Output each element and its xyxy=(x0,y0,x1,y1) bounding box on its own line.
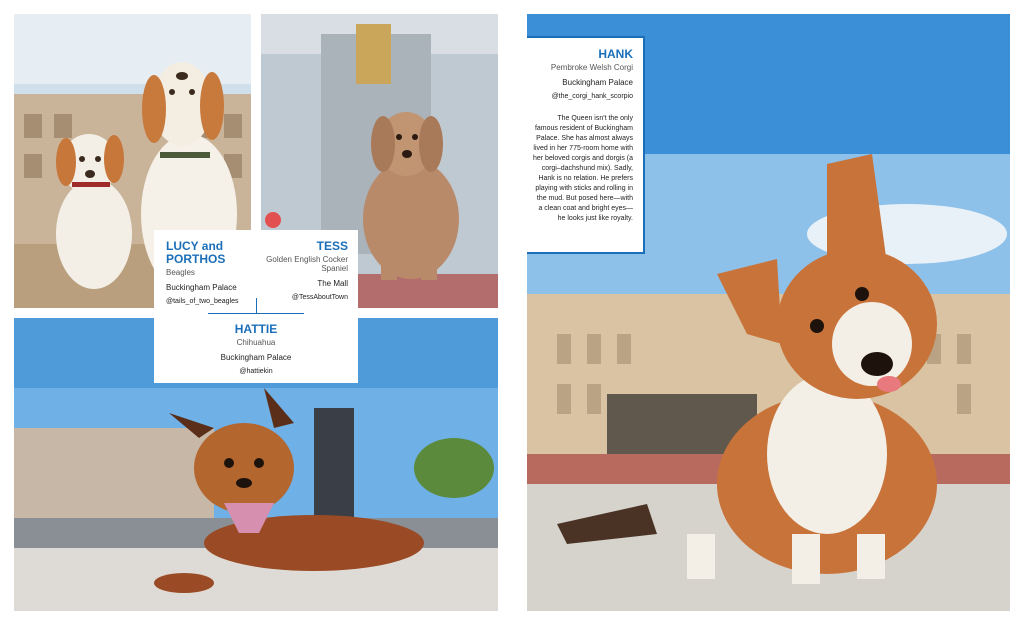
caption-name: HANK xyxy=(598,47,633,61)
caption-name: TESS xyxy=(316,239,348,253)
caption-body-text: The Queen isn't the only famous resident of Buckingham Palace. She has almost always lived in her 775-room home with her beloved corgis and dorgis (a corgi–dachshund mix). Sadly, Hank is no relation. He prefers playing with sticks and rolling in the mud. But posed here—with a clean coat and bright eyes— he looks just like royalty. xyxy=(533,115,634,222)
caption-breed: Pembroke Welsh Corgi xyxy=(550,63,633,72)
caption-hattie xyxy=(154,323,358,375)
connector-line xyxy=(256,298,257,313)
caption-breed: Beagles xyxy=(166,268,195,277)
caption-handle: @the_corgi_hank_scorpio xyxy=(551,93,633,100)
caption-name: HATTIE xyxy=(234,322,278,336)
caption-handle: @TessAboutTown xyxy=(291,294,348,301)
caption-breed: Golden English Cocker Spaniel xyxy=(266,255,348,273)
caption-tess xyxy=(258,240,348,301)
caption-location: Buckingham Palace xyxy=(220,353,292,362)
caption-group-box xyxy=(154,230,358,383)
caption-handle: @tails_of_two_beagles xyxy=(166,298,239,305)
caption-hank xyxy=(527,36,645,254)
connector-line xyxy=(208,313,304,314)
caption-lucy-porthos xyxy=(166,240,254,305)
caption-location: Buckingham Palace xyxy=(562,78,633,87)
caption-handle: @hattiekin xyxy=(239,368,273,375)
caption-breed: Chihuahua xyxy=(236,338,276,347)
caption-location: Buckingham Palace xyxy=(166,283,237,292)
caption-name: LUCY and PORTHOS xyxy=(166,239,226,266)
caption-location: The Mall xyxy=(317,279,348,288)
